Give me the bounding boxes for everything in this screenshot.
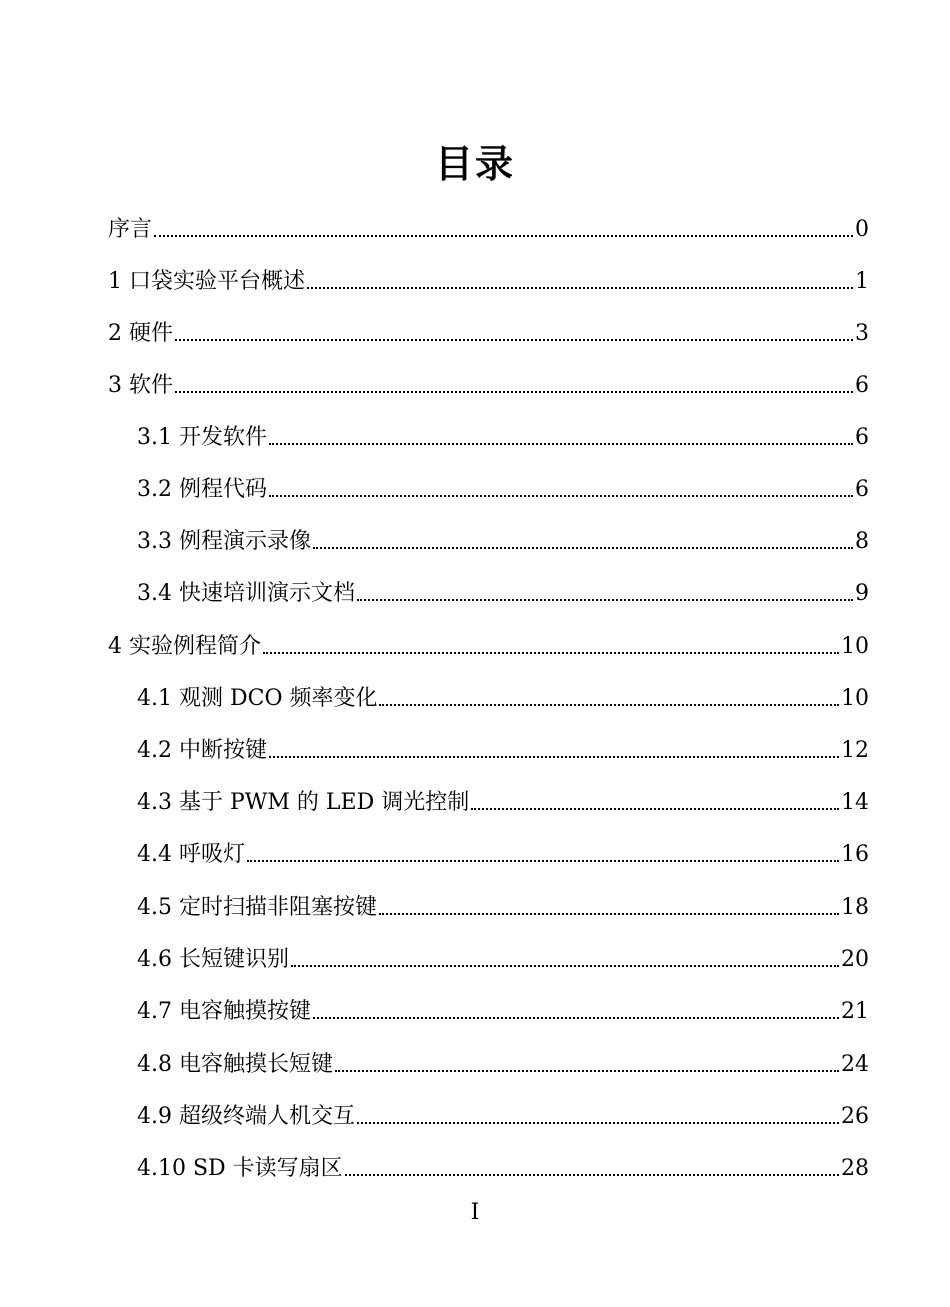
toc-title: 目录 (434, 141, 515, 186)
dot-leader (357, 1122, 839, 1124)
toc-entry-label: 4.8 电容触摸长短键 (137, 1052, 333, 1077)
toc-entry[interactable] (137, 890, 869, 926)
toc-entry[interactable] (137, 524, 869, 560)
toc-entry-page: 14 (841, 790, 869, 815)
toc-entry-label: 4.2 中断按键 (137, 738, 267, 763)
toc-entry-label: 3 软件 (108, 373, 173, 398)
toc-entry[interactable] (137, 472, 869, 508)
dot-leader (175, 391, 853, 393)
toc-entry[interactable] (137, 785, 869, 821)
toc-entry[interactable] (137, 1099, 869, 1135)
toc-entry-label: 3.1 开发软件 (137, 425, 267, 450)
dot-leader (269, 756, 839, 758)
dot-leader (379, 913, 839, 915)
page-number: I (470, 1200, 480, 1225)
toc-entry-label: 4.9 超级终端人机交互 (137, 1104, 355, 1129)
dot-leader (313, 547, 853, 549)
toc-entry-page: 18 (841, 895, 869, 920)
dot-leader (291, 965, 839, 967)
toc-entry-label: 4.1 观测 DCO 频率变化 (137, 686, 378, 711)
toc-entry-label: 4.6 长短键识别 (137, 947, 289, 972)
dot-leader (175, 339, 853, 341)
toc-entry-page: 16 (841, 842, 869, 867)
toc-entry-page: 6 (855, 373, 869, 398)
toc-entry-page: 6 (855, 425, 869, 450)
dot-leader (247, 860, 839, 862)
toc-entry-page: 8 (855, 529, 869, 554)
dot-leader (471, 808, 839, 810)
toc-entry-label: 1 口袋实验平台概述 (108, 269, 305, 294)
toc-entry[interactable] (137, 733, 869, 769)
toc-entry[interactable] (137, 837, 869, 873)
toc-entry[interactable] (108, 368, 869, 404)
dot-leader (263, 652, 839, 654)
dot-leader (307, 287, 853, 289)
toc-entry-page: 10 (841, 634, 869, 659)
toc-entry-label: 2 硬件 (108, 321, 173, 346)
toc-entry[interactable] (108, 629, 869, 665)
toc-entry[interactable] (137, 942, 869, 978)
toc-entry-label: 4.7 电容触摸按键 (137, 999, 311, 1024)
toc-entry-page: 12 (841, 738, 869, 763)
toc-entry-page: 21 (841, 999, 869, 1024)
dot-leader (345, 1174, 839, 1176)
toc-entry-page: 0 (855, 217, 869, 242)
toc-entry-label: 4.5 定时扫描非阻塞按键 (137, 895, 377, 920)
dot-leader (313, 1017, 839, 1019)
toc-entry-label: 3.3 例程演示录像 (137, 529, 311, 554)
toc-entry-label: 3.4 快速培训演示文档 (137, 581, 355, 606)
toc-entry-page: 6 (855, 477, 869, 502)
toc-entry-label: 4 实验例程简介 (108, 634, 261, 659)
dot-leader (335, 1070, 839, 1072)
toc-entry[interactable] (108, 316, 869, 352)
toc-entry-page: 20 (841, 947, 869, 972)
toc-entry[interactable] (108, 212, 869, 248)
toc-entry[interactable] (137, 576, 869, 612)
toc-entry-page: 9 (855, 581, 869, 606)
toc-entry[interactable] (137, 681, 869, 717)
toc-entry-page: 24 (841, 1052, 869, 1077)
dot-leader (379, 704, 839, 706)
toc-entry-page: 10 (841, 686, 869, 711)
toc-entry[interactable] (137, 994, 869, 1030)
toc-entry[interactable] (137, 1047, 869, 1083)
toc-entry-label: 3.2 例程代码 (137, 477, 267, 502)
dot-leader (357, 599, 853, 601)
toc-entry-page: 3 (855, 321, 869, 346)
toc-entry-page: 1 (855, 269, 869, 294)
toc-entry-label: 4.3 基于 PWM 的 LED 调光控制 (137, 790, 470, 815)
toc-entry-label: 序言 (108, 217, 153, 242)
toc-entry[interactable] (108, 264, 869, 300)
dot-leader (269, 495, 853, 497)
toc-entry-label: 4.10 SD 卡读写扇区 (137, 1156, 343, 1181)
dot-leader (269, 443, 853, 445)
toc-entry-label: 4.4 呼吸灯 (137, 842, 245, 867)
toc-entry[interactable] (137, 420, 869, 456)
toc-entry[interactable] (137, 1151, 869, 1187)
toc-entry-page: 26 (841, 1104, 869, 1129)
dot-leader (154, 235, 853, 237)
toc-entry-page: 28 (841, 1156, 869, 1181)
